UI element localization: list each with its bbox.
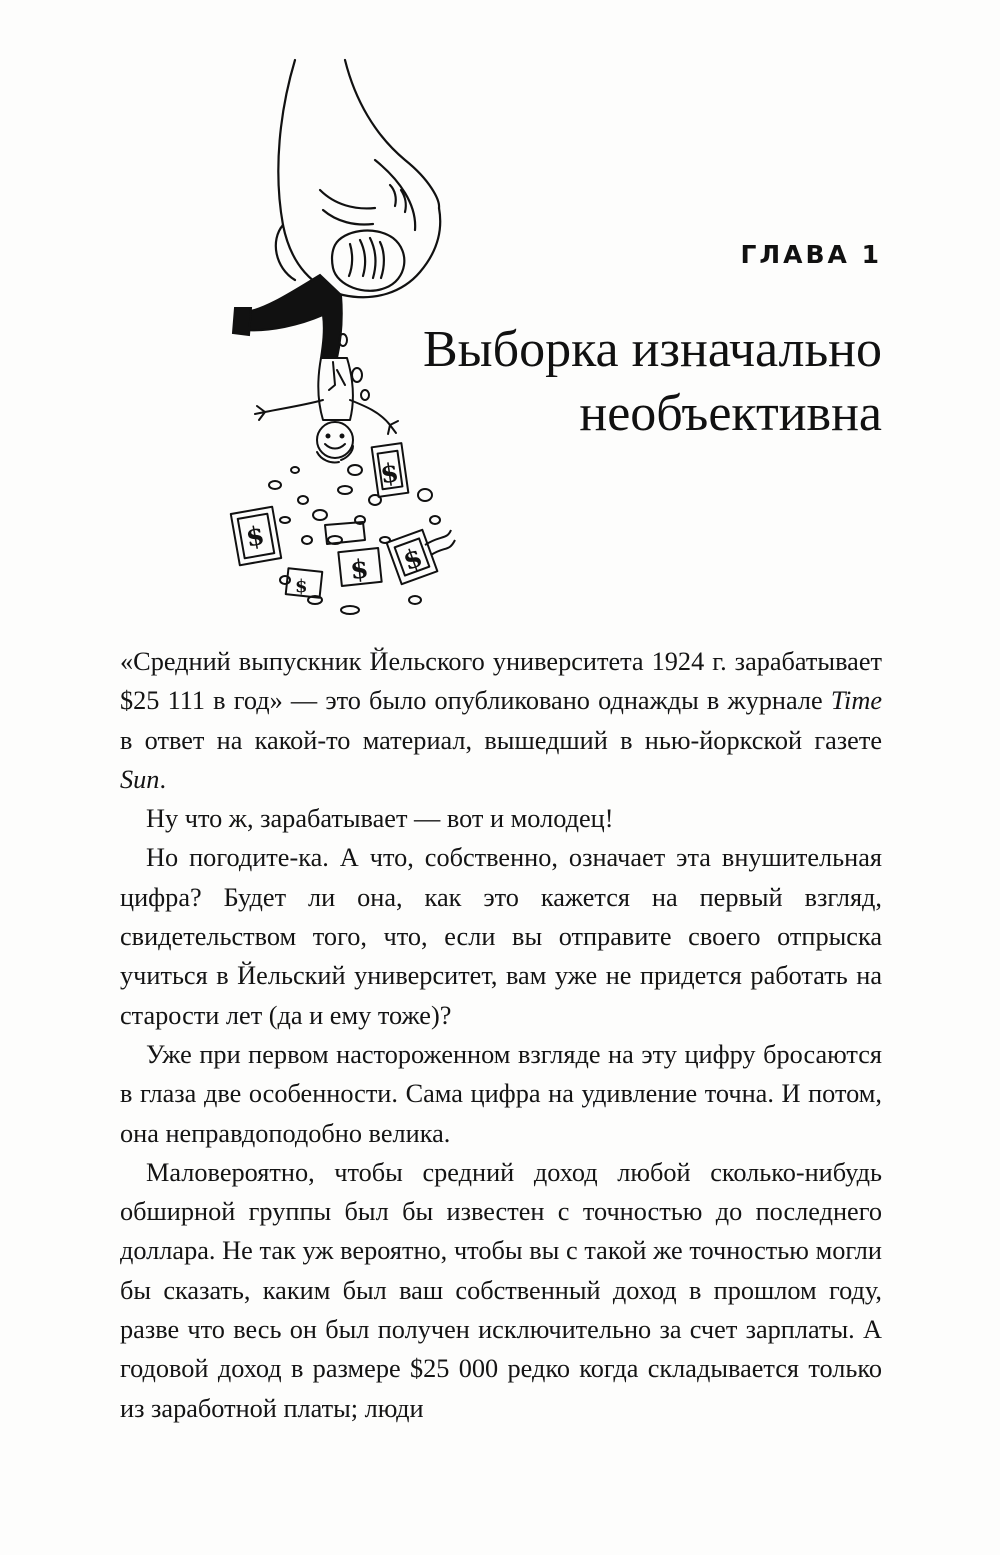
paragraph-1: «Средний выпускник Йельского университета 1924 г. зарабатывает $25 111 в год» — это было опубликовано однажды в журнале Time в ответ на какой-то материал, вышедший в нью-йоркской газете Sun. <box>120 647 882 794</box>
magazine-name-time: Time <box>830 686 882 716</box>
paragraph-2: Ну что ж, зарабатывает — вот и молодец! <box>146 804 614 834</box>
paragraph-4: Уже при первом настороженном взгляде на эту цифру бросаются в глаза две особенности. Сама цифра на удивление точна. И потом, она неправдоподобно велика. <box>120 1039 882 1148</box>
svg-text:$: $ <box>243 520 267 554</box>
svg-text:$: $ <box>378 457 401 491</box>
chapter-body-text <box>120 642 882 1428</box>
paragraph-3: Но погодите-ка. А что, собственно, означает эта внушительная цифра? Будет ли она, как это кажется на первый взгляд, свидетельством того, что, если вы отправите своего отпрыска учиться в Йельский университет, вам уже не придется работать на старости лет (да и ему тоже)? <box>120 843 882 1030</box>
thumb-outline <box>332 231 404 291</box>
man-arm-left <box>265 400 323 412</box>
chapter-label: ГЛАВА 1 <box>740 240 882 269</box>
hand-outline <box>278 60 440 297</box>
chapter-title-line-1: Выборка изначально <box>422 321 882 378</box>
svg-text:$: $ <box>348 554 370 586</box>
falling-banknotes <box>231 443 455 598</box>
chapter-title <box>322 318 882 446</box>
newspaper-name-sun: Sun <box>120 764 160 794</box>
svg-text:$: $ <box>295 576 308 597</box>
paragraph-5: Маловероятно, чтобы средний доход любой сколько-нибудь обширной группы был бы известен с точностью до последнего доллара. Не так уж вероятно, чтобы вы с такой же точностью могли бы сказать, каким был ваш собственный доход в прошлом году, разве что весь он был получен исключительно за счет зарплаты. А годовой доход в размере $25 000 редко когда складывается только из заработной платы; люди <box>120 1157 882 1423</box>
svg-text:$: $ <box>399 542 427 577</box>
chapter-title-line-2: необъективна <box>579 385 882 442</box>
